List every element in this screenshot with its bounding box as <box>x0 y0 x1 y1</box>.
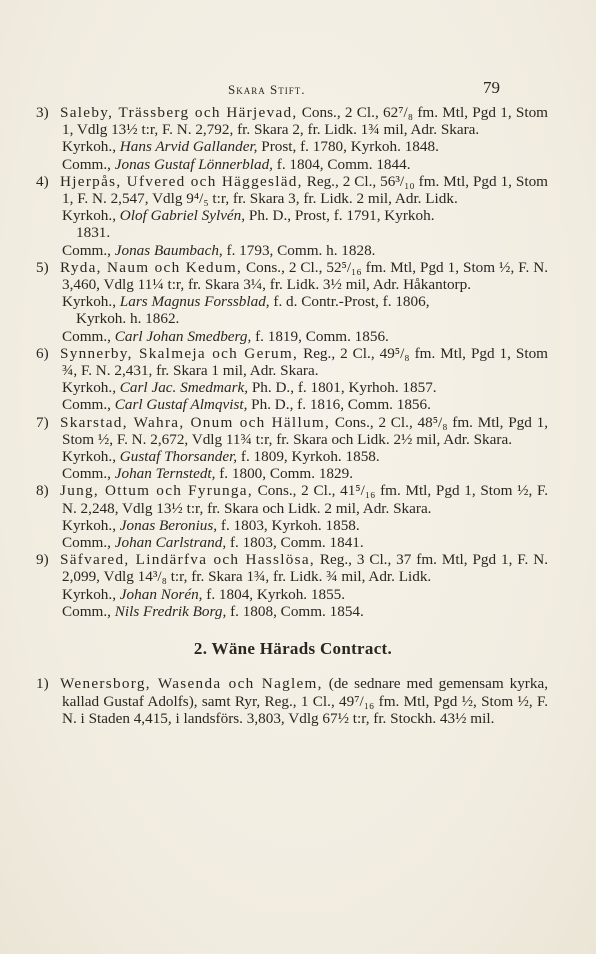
person-info: Ph. D., f. 1801, Kyrhoh. 1857. <box>251 379 437 397</box>
entry-number: 1) <box>36 675 49 693</box>
parish-entry <box>38 675 548 727</box>
comminister-line <box>38 156 548 173</box>
person-name: Jonas Baumbach, <box>114 241 223 259</box>
kyrkoherde-line <box>38 517 548 534</box>
entry-description <box>62 551 548 585</box>
entry-number: 6) <box>36 344 49 362</box>
role-label: Comm., <box>62 602 111 620</box>
person-name: Nils Fredrik Borg, <box>114 602 227 620</box>
person-info: f. 1803, Kyrkoh. 1858. <box>220 516 360 534</box>
parish-names: Säfvared, Lindärfva och Hasslösa, <box>60 551 315 569</box>
kyrkoherde-line <box>38 448 548 465</box>
person-name: Olof Gabriel Sylvén, <box>119 207 246 225</box>
entry-description <box>62 259 548 293</box>
person-name: Carl Gustaf Almqvist, <box>114 396 248 414</box>
parish-names: Hjerpås, Ufvered och Häggesläd, <box>60 172 303 190</box>
entry-number: 9) <box>36 551 49 569</box>
role-label: Kyrkoh., <box>62 138 116 156</box>
person-info-continued: Kyrkoh. h. 1862. <box>76 310 180 328</box>
person-info: f. 1803, Comm. 1841. <box>229 534 364 552</box>
person-name: Carl Johan Smedberg, <box>114 327 252 345</box>
person-name: Hans Arvid Gallander, <box>119 138 258 156</box>
entry-number: 7) <box>36 413 49 431</box>
entry-number: 8) <box>36 482 49 500</box>
parish-details: Reg., 3 Cl., 37 fm. Mtl, Pgd 1, F. N. 2,099, Vdlg 14³/₈ t:r, fr. Skara 1¾, fr. Lidk. ¾ mil, Adr. Lidk. <box>62 551 548 586</box>
role-label: Kyrkoh., <box>62 448 116 466</box>
parish-details: Cons., 2 Cl., 62⁷/₈ fm. Mtl, Pgd 1, Stom 1, Vdlg 13½ t:r, F. N. 2,792, fr. Skara 2, fr. Lidk. 1¾ mil, Adr. Skara. <box>62 104 548 139</box>
role-label: Comm., <box>62 241 111 259</box>
person-info: Ph. D., Prost, f. 1791, Kyrkoh. <box>248 207 435 225</box>
entry-number: 5) <box>36 258 49 276</box>
comminister-line <box>38 396 548 413</box>
person-name: Lars Magnus Forssblad, <box>119 293 270 311</box>
role-label: Comm., <box>62 327 111 345</box>
parish-details: Reg., 2 Cl., 56³/₁₀ fm. Mtl, Pgd 1, Stom 1, F. N. 2,547, Vdlg 9⁴/₅ t:r, fr. Skara 3, fr. Lidk. 2 mil, Adr. Lidk. <box>62 172 548 208</box>
kyrkoherde-line <box>38 293 548 327</box>
parish-details: Cons., 2 Cl., 48⁵/₈ fm. Mtl, Pgd 1, Stom ½, F. N. 2,672, Vdlg 11¾ t:r, fr. Skara och Lidk. 2½ mil, Adr. Skara. <box>62 413 548 448</box>
role-label: Comm., <box>62 396 111 414</box>
person-name: Carl Jac. Smedmark, <box>119 379 249 397</box>
comminister-line <box>38 328 548 345</box>
parish-names: Jung, Ottum och Fyrunga, <box>60 482 253 500</box>
person-info: Ph. D., f. 1816, Comm. 1856. <box>251 396 431 414</box>
parish-names: Skarstad, Wahra, Onum och Hällum, <box>60 413 331 431</box>
parish-names: Saleby, Trässberg och Härjevad, <box>60 104 298 121</box>
person-info: f. d. Contr.-Prost, f. 1806, <box>273 293 430 311</box>
parish-entry <box>38 104 548 138</box>
role-label: Comm., <box>62 155 111 173</box>
kyrkoherde-line <box>38 379 548 396</box>
kyrkoherde-line <box>38 586 548 603</box>
person-info: Prost, f. 1780, Kyrkoh. 1848. <box>261 138 439 156</box>
comminister-line <box>38 603 548 620</box>
parish-entry <box>38 345 548 379</box>
parish-entry <box>38 414 548 448</box>
entry-number: 3) <box>36 104 49 121</box>
parish-entry <box>38 259 548 293</box>
person-info: f. 1804, Kyrkoh. 1855. <box>206 585 346 603</box>
entry-description <box>62 345 548 379</box>
parish-names: Wenersborg, Wasenda och Naglem, <box>60 675 323 693</box>
person-name: Jonas Gustaf Lönnerblad, <box>114 155 273 173</box>
role-label: Kyrkoh., <box>62 379 116 397</box>
parish-names: Synnerby, Skalmeja och Gerum, <box>60 344 299 362</box>
person-info: f. 1793, Comm. h. 1828. <box>226 241 376 259</box>
kyrkoherde-line <box>38 138 548 155</box>
entry-description <box>62 104 548 138</box>
comminister-line <box>38 465 548 482</box>
parish-details: Reg., 2 Cl., 49⁵/₈ fm. Mtl, Pgd 1, Stom ¾, F. N. 2,431, fr. Skara 1 mil, Adr. Skara. <box>62 344 548 380</box>
parish-entry <box>38 173 548 207</box>
entry-description <box>62 173 548 207</box>
person-name: Jonas Beronius, <box>119 516 218 534</box>
page-content <box>38 104 548 727</box>
entry-number: 4) <box>36 172 49 190</box>
person-info: f. 1809, Kyrkoh. 1858. <box>240 448 380 466</box>
comminister-line <box>38 534 548 551</box>
person-info: f. 1819, Comm. 1856. <box>255 327 389 345</box>
page-number: 79 <box>483 78 500 97</box>
role-label: Kyrkoh., <box>62 516 116 534</box>
parish-names: Ryda, Naum och Kedum, <box>60 258 243 276</box>
section-heading: 2. Wäne Härads Contract. <box>193 639 393 659</box>
person-info: f. 1804, Comm. 1844. <box>276 155 411 173</box>
role-label: Comm., <box>62 465 111 483</box>
running-title: Skara Stift. <box>228 82 306 97</box>
entry-description <box>62 482 548 516</box>
parish-entry <box>38 482 548 516</box>
role-label: Kyrkoh., <box>62 207 116 225</box>
kyrkoherde-line <box>38 207 548 241</box>
person-info: f. 1808, Comm. 1854. <box>230 602 364 620</box>
parish-details: (de sednare med gemensam kyrka, kallad Gustaf Adolfs), samt Ryr, Reg., 1 Cl., 49⁷/₁₆ fm. Mtl, Pgd ½, Stom ½, F. N. i Staden 4,415, i landsförs. 3,803, Vdlg 67½ t:r, fr. Stockh. 43½ mil. <box>62 675 549 727</box>
role-label: Kyrkoh., <box>62 293 116 311</box>
person-name: Gustaf Thorsander, <box>119 448 238 466</box>
person-name: Johan Carlstrand, <box>114 534 227 552</box>
entry-description <box>62 414 548 448</box>
person-name: Johan Norén, <box>119 585 203 603</box>
parish-entry <box>38 551 548 585</box>
parish-details: Cons., 2 Cl., 52⁵/₁₆ fm. Mtl, Pgd 1, Stom ½, F. N. 3,460, Vdlg 11¼ t:r, fr. Skara 3¼, fr. Lidk. 3½ mil, Adr. Håkantorp. <box>62 258 548 294</box>
role-label: Kyrkoh., <box>62 585 116 603</box>
parish-details: Cons., 2 Cl., 41⁵/₁₆ fm. Mtl, Pgd 1, Stom ½, F. N. 2,248, Vdlg 13½ t:r, fr. Skara och Lidk. 2 mil, Adr. Skara. <box>62 482 549 517</box>
page-header <box>60 80 500 104</box>
person-name: Johan Ternstedt, <box>114 465 216 483</box>
person-info-continued: 1831. <box>76 224 111 242</box>
entry-description <box>62 675 548 727</box>
role-label: Comm., <box>62 534 111 552</box>
comminister-line <box>38 242 548 259</box>
person-info: f. 1800, Comm. 1829. <box>219 465 353 483</box>
